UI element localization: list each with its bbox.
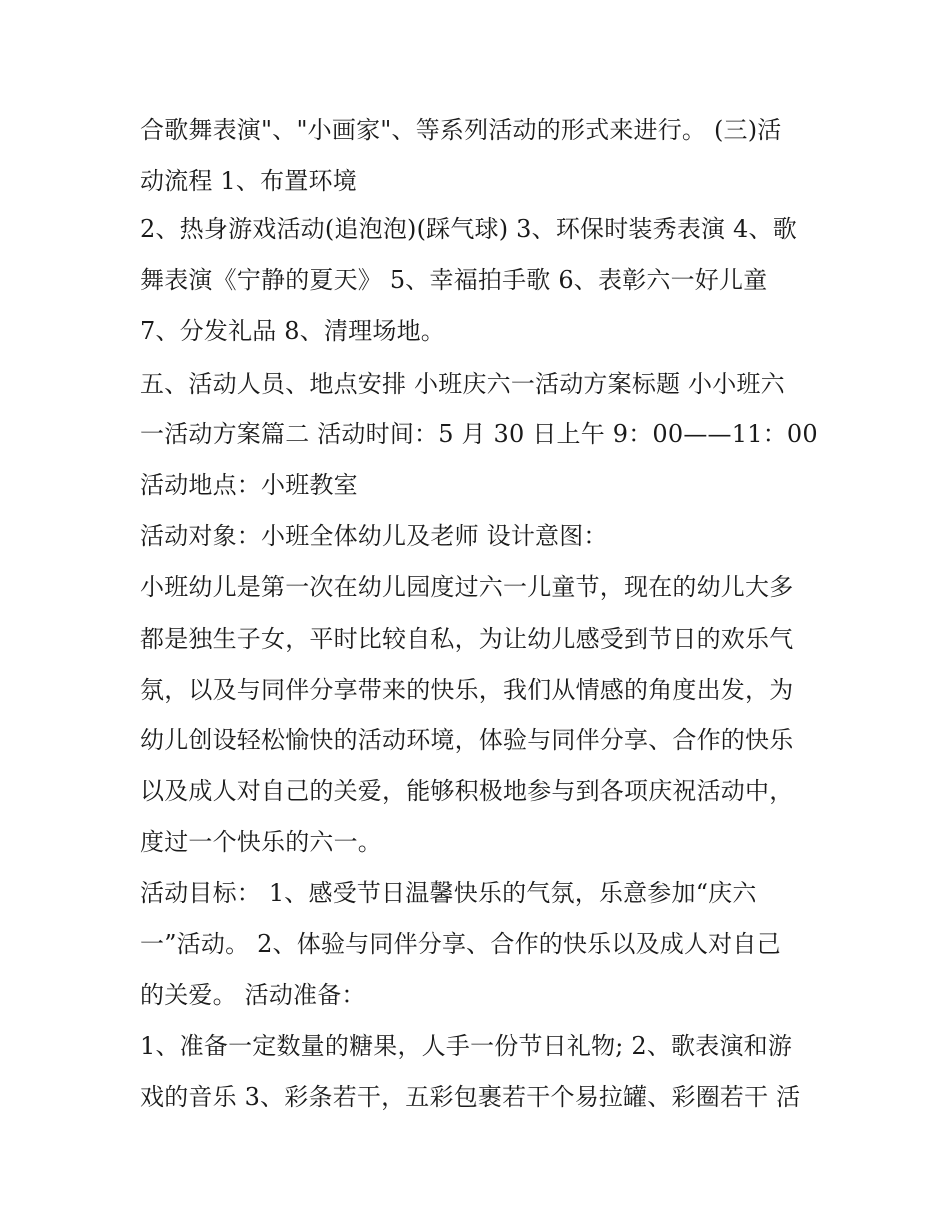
text-line: 活动目标： 1、感受节日温馨快乐的气氛，乐意参加“庆六 [140, 879, 757, 907]
text-line: 氛，以及与同伴分享带来的快乐，我们从情感的角度出发，为 [140, 676, 794, 704]
text-line: 2、热身游戏活动(追泡泡)(踩气球) 3、环保时装秀表演 4、歌 [140, 215, 797, 243]
text-line: 动流程 1、布置环境 [140, 167, 357, 195]
text-line: 1、准备一定数量的糖果，人手一份节日礼物; 2、歌表演和游 [140, 1032, 793, 1060]
text-line: 以及成人对自己的关爱，能够积极地参与到各项庆祝活动中， [140, 777, 794, 805]
text-line: 一活动方案篇二 活动时间：5 月 30 日上午 9：00——11：00 [140, 420, 818, 448]
text-line: 合歌舞表演"、"小画家"、等系列活动的形式来进行。 (三)活 [140, 116, 782, 144]
text-line: 幼儿创设轻松愉快的活动环境，体验与同伴分享、合作的快乐 [140, 726, 794, 754]
text-line: 都是独生子女，平时比较自私，为让幼儿感受到节日的欢乐气 [140, 625, 794, 653]
text-line: 一”活动。 2、体验与同伴分享、合作的快乐以及成人对自己 [140, 930, 781, 958]
text-line: 活动地点：小班教室 [140, 471, 358, 499]
text-line: 7、分发礼品 8、清理场地。 [140, 317, 445, 345]
text-line: 小班幼儿是第一次在幼儿园度过六一儿童节，现在的幼儿大多 [140, 573, 794, 601]
text-line: 舞表演《宁静的夏天》 5、幸福拍手歌 6、表彰六一好儿童 [140, 266, 768, 294]
text-line: 戏的音乐 3、彩条若干，五彩包裹若干个易拉罐、彩圈若干 活 [140, 1083, 801, 1111]
text-line: 度过一个快乐的六一。 [140, 828, 382, 856]
text-line: 活动对象：小班全体幼儿及老师 设计意图： [140, 522, 608, 550]
text-line: 的关爱。 活动准备： [140, 981, 366, 1009]
text-line: 五、活动人员、地点安排 小班庆六一活动方案标题 小小班六 [140, 370, 785, 398]
